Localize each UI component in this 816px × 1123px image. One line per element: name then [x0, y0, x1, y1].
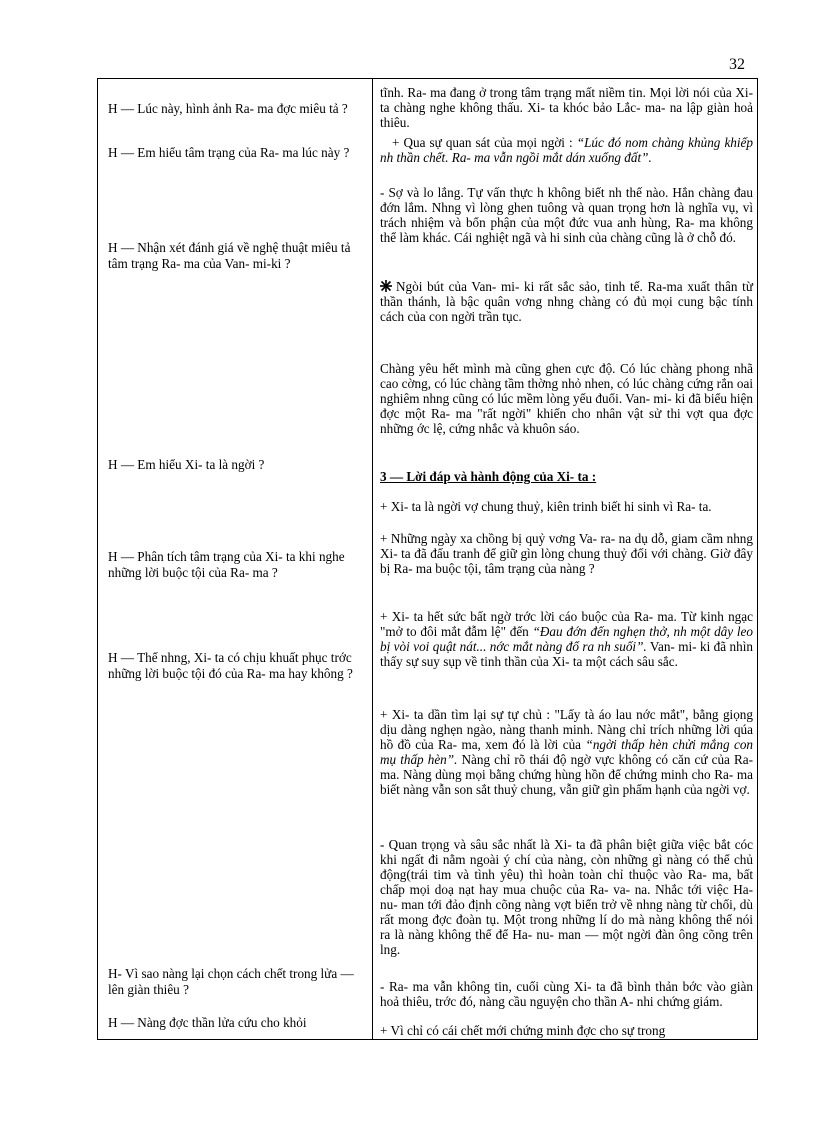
answer-paragraph-4 — [380, 279, 753, 324]
answer-paragraph-10: - Quan trọng và sâu sắc nhất là Xi- ta đã phân biệt giữa việc bắt cóc khi ngất đi nằm ngoài ý chí của nàng, còn những gì nàng có thể chủ động(trái tim và tình yêu) thì hoàn toàn chỉ thuộc vào Ra- ma, bất chấp mọi doạ nạt hay mua chuộc của Ra- va- na. Nhắc tới việc Ha- nu- man tới đảo định cõng nàng vợt biển trở về nhng nàng từ chối, dù rất mong đợc đoàn tụ. Một trong những lí do mà nàng không thể nói ra là nàng không thể để Ha- nu- man — một ngời đàn ông cõng trên lng. — [380, 837, 753, 957]
answer-paragraph-3: - Sợ và lo lắng. Tự vấn thực h không biết nh thế nào. Hắn chàng đau đớn lắm. Nhng vì lòng ghen tuông và quan trọng hơn là nghĩa vụ, vì trách nhiệm và bổn phận của một đức vua anh hùng, Ra- ma không thể làm khác. Cái nghiệt ngã và hi sinh của chàng cũng là ở chỗ đó. — [380, 185, 753, 245]
epic-quote: “Đau đớn đến nghẹn thở, nh một dây leo bị vòi voi quật nát... nớc mắt nàng đổ ra nh suối”. — [380, 624, 753, 654]
answer-paragraph-12: + Vì chỉ có cái chết mới chứng minh đợc cho sự trong — [380, 1023, 666, 1038]
answer-tail: Nàng chỉ rõ thái độ ngờ vực không có căn cứ của Ra- ma. Nàng dùng mọi bằng chứng hùng hồn để chứng minh cho Ra- ma biết nàng vẫn son sắt thuỷ chung, vẫn giữ gìn phẩm hạnh của ngời vợ. — [380, 752, 754, 797]
question-1: H — Lúc này, hình ảnh Ra- ma đợc miêu tả ? — [108, 101, 348, 116]
question-3: H — Nhận xét đánh giá về nghệ thuật miêu tả tâm trạng Ra- ma của Van- mi-ki ? — [108, 240, 351, 271]
asterisk-star-icon — [380, 280, 392, 292]
question-6: H — Thế nhng, Xi- ta có chịu khuất phục trớc những lời buộc tội đó của Ra- ma hay không ? — [108, 650, 353, 681]
answer-paragraph-1: tĩnh. Ra- ma đang ở trong tâm trạng mất niềm tin. Mọi lời nói của Xi- ta chàng nghe không thấu. Xi- ta khóc bảo Lắc- ma- na lập giàn hoả thiêu. — [380, 85, 753, 130]
answer-paragraph-7: + Những ngày xa chồng bị quỷ vơng Va- ra- na dụ dỗ, giam cầm nhng Xi- ta đã đấu tranh để giữ gìn lòng chung thuỷ đối với chàng. Giờ đây bị Ra- ma buộc tội, tâm trạng của nàng ? — [380, 531, 753, 576]
epic-quote: “Lúc đó nom chàng khủng khiếp nh thần chết. Ra- ma vẫn ngồi mắt dán xuống đất”. — [380, 135, 754, 165]
question-8: H — Nàng đợc thần lửa cứu cho khỏi — [108, 1015, 307, 1030]
question-5: H — Phân tích tâm trạng của Xi- ta khi nghe những lời buộc tội của Ra- ma ? — [108, 549, 345, 580]
answer-lead: + Xi- ta hết sức bất ngờ trớc lời cáo buộc của Ra- ma. Từ kinh ngạc "mở to đôi mắt đẫm lệ" đến — [380, 609, 753, 639]
answer-tail: Van- mi- ki đã nhìn thấy sự suy sụp về tinh thần của Xi- ta một cách sâu sắc. — [380, 639, 753, 669]
question-7: H- Vì sao nàng lại chọn cách chết trong lửa — lên giàn thiêu ? — [108, 966, 354, 997]
answer-lead: + Qua sự quan sát của mọi ngời : — [392, 135, 573, 150]
lesson-table — [97, 78, 758, 1040]
page-number: 32 — [729, 56, 745, 73]
answer-lead: + Xi- ta dần tìm lại sự tự chủ : "Lấy tà áo lau nớc mắt", bằng giọng dịu dàng nghẹn ngào, nàng thanh minh. Nàng chỉ trích những lời qúa hồ đồ của Ra- ma, xem đó là lời của — [380, 707, 753, 752]
answer-paragraph-9 — [380, 707, 753, 797]
question-2: H — Em hiểu tâm trạng của Ra- ma lúc này ? — [108, 145, 350, 160]
answer-paragraph-2 — [380, 135, 753, 165]
answer-paragraph-6: + Xi- ta là ngời vợ chung thuỷ, kiên trinh biết hi sinh vì Ra- ta. — [380, 499, 712, 514]
question-4: H — Em hiểu Xi- ta là ngời ? — [108, 457, 265, 472]
answer-text: Ngòi bút của Van- mi- ki rất sắc sảo, tinh tế. Ra-ma xuất thân từ thần thánh, là bậc quân vơng nhng chàng có đủ mọi cung bậc tính cách của con ngời trần tục. — [380, 279, 753, 324]
answer-paragraph-5: Chàng yêu hết mình mà cũng ghen cực độ. Có lúc chàng phong nhã cao cờng, có lúc chàng tầm thờng nhỏ nhen, có lúc chàng cứng rắn oai nghiêm nhng cũng có lúc mềm lòng yếu đuối. Van- mi- ki đã biểu hiện đợc một Ra- ma "rất ngời" khiến cho nhân vật sử thi vợt qua đợc những ớc lệ, cứng nhắc và khuôn sáo. — [380, 361, 753, 436]
answer-paragraph-8 — [380, 609, 753, 669]
epic-quote: “ngời thấp hèn chửi mắng con mụ thấp hèn”. — [380, 737, 754, 767]
answer-paragraph-11: - Ra- ma vẫn không tin, cuối cùng Xi- ta đã bình thản bớc vào giàn hoả thiêu, trớc đó, nàng cầu nguyện cho thần A- nhi chứng giám. — [380, 979, 753, 1009]
section-heading: 3 — Lời đáp và hành động của Xi- ta : — [380, 469, 597, 484]
column-divider — [372, 79, 373, 1039]
